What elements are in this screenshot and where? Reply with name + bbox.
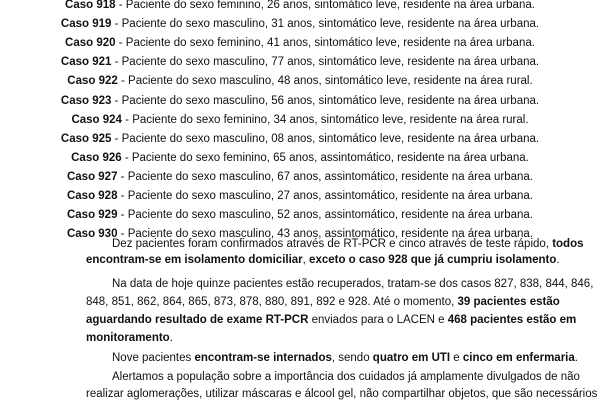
paragraph-alert-line-2 [86,386,598,400]
case-id: Caso 930 [66,228,118,241]
paragraph-recovered-line-3 [86,312,577,328]
bold-span: aguardando resultado de exame RT-PCR [86,314,309,326]
text-span: Nove pacientes [112,352,195,364]
case-description: - Paciente do sexo feminino, 34 anos, sintomático leve, residente na área rural. [121,113,529,126]
case-id: Caso 919 [60,18,112,31]
bold-span: encontram-se internados [194,352,332,364]
case-line [0,93,600,109]
text-span: enviados para o LACEN e [308,314,448,326]
bold-span: 39 pacientes estão [457,296,560,308]
case-id: Caso 928 [66,190,118,202]
case-description: - Paciente do sexo masculino, 08 anos, sintomático leve, residente na área urbana. [111,132,540,145]
case-id: Caso 927 [66,170,118,183]
bold-span: todos [552,238,584,250]
case-id: Caso 924 [71,113,122,126]
case-description: - Paciente do sexo masculino, 77 anos, sintomático leve, residente na área urbana. [111,56,540,69]
case-description: - Paciente do sexo masculino, 67 anos, assintomático, residente na área urbana. [117,170,534,183]
case-id: Caso 926 [71,151,122,164]
text-span: Na data de hoje quinze pacientes estão recuperados, tratam-se dos casos 827, 838, 844, 846, [112,278,594,290]
case-description: - Paciente do sexo masculino, 52 anos, assintomático, residente na área urbana. [117,209,534,222]
text-span: realizar aglomerações, utilizar máscaras e álcool gel, não compartilhar objetos, que são necessários [86,388,598,400]
paragraph-recovered-line-2 [86,294,560,310]
case-id: Caso 925 [60,132,112,145]
text-span: Dez pacientes foram confirmados através de RT-PCR e cinco através de teste rápido, [112,238,553,250]
case-description: - Paciente do sexo feminino, 41 anos, sintomático leve, residente na área urbana. [115,37,535,50]
text-span: e [450,352,463,364]
case-line [0,112,600,128]
paragraph-recovered-line-1 [86,276,594,292]
case-line [0,35,600,51]
bold-span: 468 pacientes estão em [447,314,577,326]
paragraph-alert-line-1 [86,369,580,385]
case-description: - Paciente do sexo masculino, 31 anos, sintomático leve, residente na área urbana. [111,18,540,31]
text-span: . [556,254,560,266]
paragraph-confirmations-line-1 [86,236,584,252]
case-id: Caso 918 [65,0,116,11]
case-line [0,54,600,70]
case-line [0,0,600,13]
text-span: 848, 851, 862, 864, 865, 873, 878, 880, 891, 892 e 928. Até o momento, [86,296,458,308]
case-id: Caso 923 [60,94,112,107]
case-description: - Paciente do sexo masculino, 48 anos, sintomático leve, residente na área rural. [117,75,533,88]
case-line [0,73,600,89]
text-span: . [169,332,173,344]
bold-span: monitoramento [86,332,170,344]
paragraph-hospitalized [86,350,578,366]
text-span: , sendo [331,352,373,364]
text-span: , [302,254,310,266]
bold-span: quatro em UTI [372,352,451,364]
case-id: Caso 922 [67,75,118,88]
paragraph-confirmations-line-2 [86,252,560,268]
text-span: Alertamos a população sobre a importância dos cuidados já amplamente divulgados de não [112,371,580,383]
case-line [0,169,600,185]
paragraph-recovered-line-4 [86,330,548,346]
bold-span: exceto o caso 928 que já cumpriu isolamento [309,254,557,266]
case-description: - Paciente do sexo feminino, 65 anos, assintomático, residente na área urbana. [121,151,529,164]
case-description: - Paciente do sexo masculino, 56 anos, sintomático leve, residente na área urbana. [111,94,540,107]
case-id: Caso 920 [65,37,116,50]
case-description: - Paciente do sexo masculino, 27 anos, assintomático, residente na área urbana. [117,190,534,202]
case-id: Caso 921 [60,56,112,69]
text-span: . [574,352,578,364]
bold-span: cinco em enfermaria [462,352,575,364]
bold-span: encontram-se em isolamento domiciliar [86,254,303,266]
case-description: - Paciente do sexo feminino, 26 anos, sintomático leve, residente na área urbana. [115,0,535,11]
case-line [0,150,600,166]
case-line [0,16,600,32]
case-id: Caso 929 [66,209,118,222]
case-line [0,131,600,147]
case-line [0,188,600,204]
case-line [0,207,600,223]
case-description: - Paciente do sexo masculino, 43 anos, assintomático, residente na área urbana. [117,228,534,241]
